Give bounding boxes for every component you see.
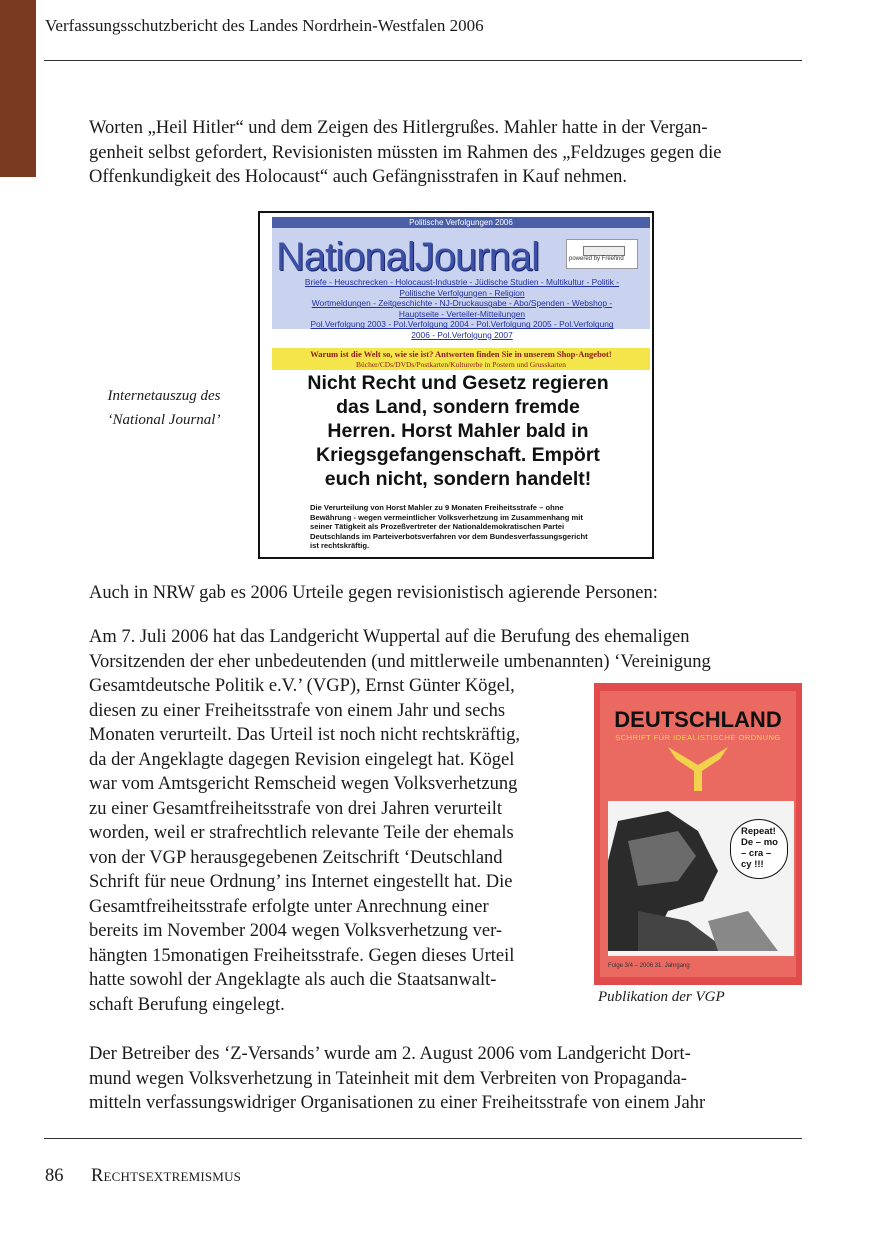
search-button: [583, 246, 625, 256]
text-line: genheit selbst gefordert, Revisionisten müssten im Rahmen des „Feldzuges gegen die: [89, 142, 722, 163]
section-title: Rechtsextremismus: [91, 1166, 242, 1186]
headline-line: Nicht Recht und Gesetz regieren: [307, 372, 609, 394]
text-line: Schrift für neue Ordnung’ ins Internet eingestellt hat. Die: [89, 872, 513, 892]
caption-line: Internetauszug des: [107, 388, 221, 404]
header-rule: [44, 60, 802, 61]
text-line: zu einer Gesamtfreiheitsstrafe von drei Jahren verurteilt: [89, 798, 502, 819]
vgp-publication-cover: [594, 683, 802, 985]
text-line: Der Betreiber des ‘Z-Versands’ wurde am 2. August 2006 vom Landgericht Dort-: [89, 1044, 691, 1064]
body-line: ist rechtskräftig.: [310, 541, 370, 550]
text-line: hatte sowohl der Angeklagte als auch die Staatsanwalt-: [89, 970, 497, 990]
bubble-line: Repeat!: [741, 826, 776, 837]
body-line: Die Verurteilung von Horst Mahler zu 9 Monaten Freiheitsstrafe – ohne: [310, 503, 564, 512]
text-line: diesen zu einer Freiheitsstrafe von einem Jahr und sechs: [89, 700, 506, 721]
text-line: hängten 15monatigen Freiheitsstrafe. Gegen dieses Urteil: [89, 945, 515, 966]
nav-link-row: 2006 - Pol.Verfolgung 2007: [411, 329, 513, 340]
bubble-line: cy !!!: [741, 859, 764, 870]
paragraph-1: [89, 116, 803, 190]
headline-line: Kriegsgefangenschaft. Empört: [316, 444, 600, 466]
nav-link-row: Wortmeldungen - Zeitgeschichte - NJ-Druckausgabe - Abo/Spenden - Webshop -: [311, 298, 613, 309]
national-journal-screenshot: [258, 211, 654, 559]
chapter-color-bar: [0, 0, 36, 177]
running-header: Verfassungsschutzbericht des Landes Nordrhein-Westfalen 2006: [45, 16, 484, 35]
nav-link-row: Politische Verfolgungen - Religion: [399, 287, 525, 298]
shop-banner: [272, 348, 650, 370]
shop-banner-line: Warum ist die Welt so, wie sie ist? Antworten finden Sie in unserem Shop-Angebot!: [310, 349, 612, 359]
article-headline: [266, 371, 650, 491]
figure1-caption: [99, 384, 229, 432]
text-line: Auch in NRW gab es 2006 Urteile gegen revisionistisch agierende Personen:: [89, 583, 658, 603]
text-line: Gesamtfreiheitsstrafe erfolgte unter Anrechnung einer: [89, 896, 489, 917]
nav-link-row: Briefe - Heuschrecken - Holocaust-Industrie - Jüdische Studien - Multikultur - Politik -: [304, 277, 620, 287]
nav-link-row: Pol.Verfolgung 2003 - Pol.Verfolgung 2004 - Pol.Verfolgung 2005 - Pol.Verfolgung: [310, 319, 614, 330]
eagle-emblem-icon: [668, 743, 728, 795]
article-body: [310, 503, 630, 551]
body-line: seiner Tätigkeit als Prozeßvertreter der Nationaldemokratischen Partei: [310, 522, 565, 531]
text-line: worden, weil er strafrechtlich relevante Teile der ehemals: [89, 823, 514, 843]
page-number: 86: [45, 1166, 64, 1186]
cover-inner: [600, 691, 796, 977]
cover-title: DEUTSCHLAND: [614, 707, 782, 732]
nav-link-row: Hauptseite - Verteiler-Mitteilungen: [398, 308, 526, 319]
body-line: Deutschlands im Parteiverbotsverfahren vor dem Bundesverfassungsgericht: [310, 531, 588, 541]
caption-line: ‘National Journal’: [107, 412, 221, 428]
cover-subtitle: SCHRIFT FÜR IDEALISTISCHE ORDNUNG: [615, 733, 781, 742]
text-line: Offenkundigkeit des Holocaust“ auch Gefängnisstrafen in Kauf nehmen.: [89, 167, 628, 187]
text-line: war vom Amtsgericht Remscheid wegen Volksverhetzung: [89, 774, 518, 794]
text-line: mitteln verfassungswidriger Organisationen zu einer Freiheitsstrafe von einem Jahr: [89, 1093, 706, 1113]
paragraph-4: [89, 1042, 803, 1116]
text-line: Am 7. Juli 2006 hat das Landgericht Wuppertal auf die Berufung des ehemaligen: [89, 627, 690, 647]
text-line: Worten „Heil Hitler“ und dem Zeigen des Hitlergrußes. Mahler hatte in der Vergan-: [89, 118, 708, 138]
bubble-line: De – mo: [741, 837, 778, 848]
body-line: Bewährung - wegen vermeintlicher Volksverhetzung im Zusammenhang mit: [310, 512, 583, 522]
shop-banner-line: Bücher/CDs/DVDs/Postkarten/Kulturerbe in Postern und Grusskarten: [356, 360, 566, 369]
cover-footer: Folge 3/4 – 2006 31. Jahrgang: [608, 963, 690, 969]
text-line: Vorsitzenden der eher unbedeutenden (und mittlerweile umbenannten) ‘Vereinigung: [89, 651, 711, 672]
text-line: bereits im November 2004 wegen Volksverhetzung ver-: [89, 921, 503, 941]
site-logo: NationalJournal: [276, 235, 539, 279]
footer-rule: [44, 1138, 802, 1139]
paragraph-3: [89, 625, 803, 674]
paragraph-2: [89, 581, 803, 606]
text-line: von der VGP herausgegebenen Zeitschrift ‘Deutschland: [89, 847, 503, 868]
search-box: [566, 239, 638, 269]
headline-line: Herren. Horst Mahler bald in: [327, 420, 589, 442]
figure2-caption: Publikation der VGP: [598, 989, 725, 1005]
text-line: Gesamtdeutsche Politik e.V.’ (VGP), Ernst Günter Kögel,: [89, 676, 515, 696]
site-nav-links: [274, 277, 650, 341]
search-hint: powered by Freefind: [569, 256, 624, 262]
text-line: da der Angeklagte dagegen Revision eingelegt hat. Kögel: [89, 749, 515, 770]
headline-line: euch nicht, sondern handelt!: [324, 468, 592, 490]
text-line: Monaten verurteilt. Das Urteil ist noch nicht rechtskräftig,: [89, 725, 521, 745]
text-line: schaft Berufung eingelegt.: [89, 994, 285, 1015]
speech-bubble: [730, 819, 788, 879]
paragraph-3-narrow: [89, 674, 579, 1017]
top-banner: Politische Verfolgungen 2006: [272, 217, 650, 228]
headline-line: das Land, sondern fremde: [336, 396, 580, 418]
text-line: mund wegen Volksverhetzung in Tateinheit mit dem Verbreiten von Propaganda-: [89, 1068, 687, 1089]
bubble-line: – cra –: [741, 848, 772, 859]
